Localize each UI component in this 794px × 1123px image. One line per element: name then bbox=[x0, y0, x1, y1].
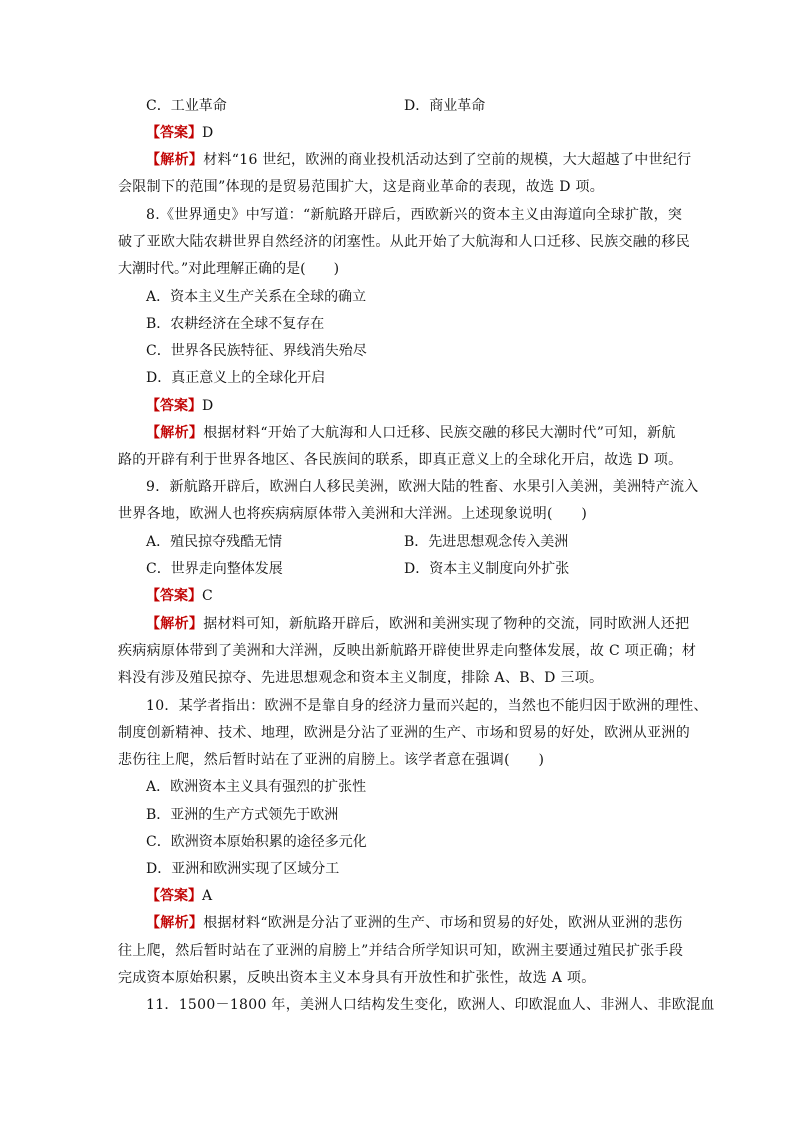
answer-label: 【答案】 bbox=[146, 125, 202, 141]
q11-stem-line-1: 11．1500－1800 年，美洲人口结构发生变化，欧洲人、印欧混血人、非洲人、非欧混血 bbox=[146, 997, 715, 1013]
analysis-text: 根据材料“开始了大航海和人口迁移、民族交融的移民大潮时代”可知，新航 bbox=[203, 425, 676, 441]
q9-option-c: C．世界走向整体发展 bbox=[146, 561, 283, 577]
q10-option-d: D．亚洲和欧洲实现了区域分工 bbox=[146, 861, 340, 877]
q8-option-d: D．真正意义上的全球化开启 bbox=[146, 370, 326, 386]
q9-option-d: D．资本主义制度向外扩张 bbox=[404, 561, 570, 577]
q7-answer bbox=[146, 123, 213, 143]
analysis-label: 【解析】 bbox=[146, 425, 204, 441]
analysis-label: 【解析】 bbox=[146, 616, 204, 632]
answer-value: A bbox=[202, 888, 213, 904]
q9-analysis-line-2: 疾病病原体带到了美洲和大洋洲，反映出新航路开辟使世界走向整体发展，故 C 项正确；材 bbox=[118, 643, 697, 659]
analysis-text: 据材料可知，新航路开辟后，欧洲和美洲实现了物种的交流，同时欧洲人还把 bbox=[203, 616, 690, 632]
analysis-text: 根据材料“欧洲是分沾了亚洲的生产、市场和贸易的好处，欧洲从亚洲的悲伤 bbox=[203, 915, 683, 931]
q10-answer bbox=[146, 886, 212, 906]
analysis-label: 【解析】 bbox=[146, 915, 204, 931]
q10-analysis-line-1 bbox=[146, 913, 683, 933]
q8-option-b: B．农耕经济在全球不复存在 bbox=[146, 316, 325, 332]
q8-stem-line-2: 破了亚欧大陆农耕世界自然经济的闭塞性。从此开始了大航海和人口迁移、民族交融的移民 bbox=[118, 234, 690, 250]
answer-value: C bbox=[202, 588, 213, 604]
q9-analysis-line-1 bbox=[146, 614, 689, 634]
q8-stem-line-3: 大潮时代。”对此理解正确的是( ) bbox=[118, 261, 340, 277]
q8-option-c: C．世界各民族特征、界线消失殆尽 bbox=[146, 343, 367, 359]
q9-option-a: A．殖民掠夺残酷无情 bbox=[146, 534, 283, 550]
q8-analysis-line-1 bbox=[146, 423, 676, 443]
q9-stem-line-2: 世界各地，欧洲人也将疾病病原体带入美洲和大洋洲。上述现象说明( ) bbox=[118, 506, 588, 522]
answer-value: D bbox=[202, 398, 214, 414]
q10-analysis-line-3: 完成资本原始积累，反映出资本主义本身具有开放性和扩张性，故选 A 项。 bbox=[118, 970, 596, 986]
answer-value: D bbox=[202, 125, 214, 141]
q9-analysis-line-3: 料没有涉及殖民掠夺、先进思想观念和资本主义制度，排除 A、B、D 三项。 bbox=[118, 670, 604, 686]
q7-option-d: D．商业革命 bbox=[404, 98, 486, 114]
q10-stem-line-3: 悲伤往上爬，然后暂时站在了亚洲的肩膀上。该学者意在强调( ) bbox=[118, 752, 545, 768]
q7-analysis-line-2: 会限制下的范围”体现的是贸易范围扩大，这是商业革命的表现，故选 D 项。 bbox=[118, 179, 605, 195]
analysis-label: 【解析】 bbox=[146, 152, 204, 168]
q8-stem-line-1: 8.《世界通史》中写道：“新航路开辟后，西欧新兴的资本主义由海道向全球扩散，突 bbox=[146, 207, 683, 223]
q7-option-c: C．工业革命 bbox=[146, 98, 227, 114]
q10-stem-line-1: 10．某学者指出：欧洲不是靠自身的经济力量而兴起的，当然也不能归因于欧洲的理性、 bbox=[146, 698, 708, 714]
q9-option-b: B．先进思想观念传入美洲 bbox=[404, 534, 569, 550]
q9-answer bbox=[146, 586, 213, 606]
q8-option-a: A．资本主义生产关系在全球的确立 bbox=[146, 289, 367, 305]
q9-stem-line-1: 9．新航路开辟后，欧洲白人移民美洲，欧洲大陆的牲畜、水果引入美洲，美洲特产流入 bbox=[146, 479, 699, 495]
answer-label: 【答案】 bbox=[146, 888, 202, 904]
q10-analysis-line-2: 往上爬，然后暂时站在了亚洲的肩膀上”并结合所学知识可知，欧洲主要通过殖民扩张手段 bbox=[118, 943, 684, 959]
q8-answer bbox=[146, 396, 213, 416]
q7-analysis-line-1 bbox=[146, 150, 691, 170]
q8-analysis-line-2: 路的开辟有利于世界各地区、各民族间的联系，即真正意义上的全球化开启，故选 D 项。 bbox=[118, 452, 683, 468]
q10-stem-line-2: 制度创新精神、技术、地理，欧洲是分沾了亚洲的生产、市场和贸易的好处，欧洲从亚洲的 bbox=[118, 725, 690, 741]
q10-option-c: C．欧洲资本原始积累的途径多元化 bbox=[146, 834, 367, 850]
answer-label: 【答案】 bbox=[146, 588, 202, 604]
analysis-text: 材料“16 世纪，欧洲的商业投机活动达到了空前的规模，大大超越了中世纪行 bbox=[203, 152, 692, 168]
q10-option-a: A．欧洲资本主义具有强烈的扩张性 bbox=[146, 779, 367, 795]
answer-label: 【答案】 bbox=[146, 398, 202, 414]
q10-option-b: B．亚洲的生产方式领先于欧洲 bbox=[146, 807, 339, 823]
